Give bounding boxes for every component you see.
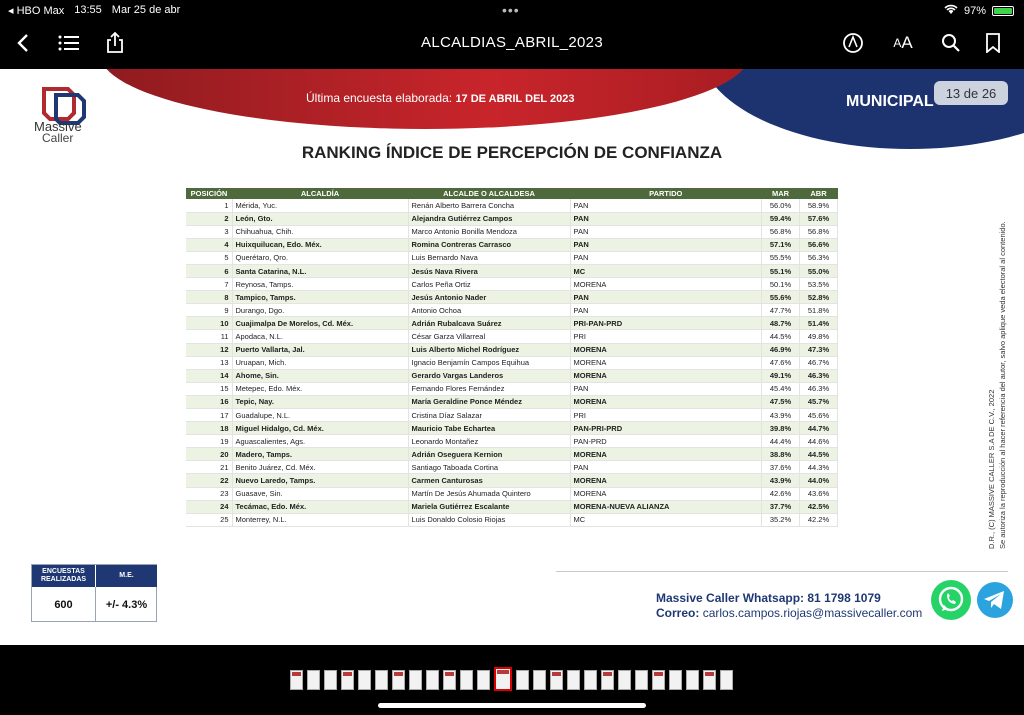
table-row: [186, 343, 838, 356]
cell-abr: 44.0%: [800, 474, 838, 487]
cell-partido: MORENA: [570, 356, 762, 369]
cell-mar: 55.1%: [762, 264, 800, 277]
table-row: [186, 435, 838, 448]
cell-abr: 44.7%: [800, 422, 838, 435]
reader-toolbar: [0, 22, 1024, 64]
cell-mar: 57.1%: [762, 238, 800, 251]
cell-position: 1: [186, 199, 232, 212]
document-page: [0, 69, 1024, 645]
me-value: +/- 4.3%: [95, 587, 157, 622]
table-row: [186, 461, 838, 474]
survey-info-box: [31, 564, 157, 622]
cell-partido: MORENA-NUEVA ALIANZA: [570, 500, 762, 513]
table-header-row: [186, 188, 838, 199]
multitask-dots-icon[interactable]: •••: [502, 2, 520, 18]
table-row: [186, 409, 838, 422]
cell-position: 17: [186, 409, 232, 422]
cell-position: 10: [186, 317, 232, 330]
cell-mar: 44.5%: [762, 330, 800, 343]
cell-abr: 46.7%: [800, 356, 838, 369]
table-row: [186, 356, 838, 369]
cell-partido: PAN: [570, 199, 762, 212]
cell-position: 3: [186, 225, 232, 238]
cell-position: 20: [186, 448, 232, 461]
cell-mar: 35.2%: [762, 513, 800, 526]
cell-mar: 49.1%: [762, 369, 800, 382]
cell-abr: 47.3%: [800, 343, 838, 356]
cell-alcaldia: Tampico, Tamps.: [232, 291, 408, 304]
cell-alcaldia: Guadalupe, N.L.: [232, 409, 408, 422]
cell-alcaldia: Mérida, Yuc.: [232, 199, 408, 212]
page-thumbnail[interactable]: [358, 670, 371, 690]
cell-alcaldia: Madero, Tamps.: [232, 448, 408, 461]
cell-partido: MORENA: [570, 487, 762, 500]
table-row: [186, 422, 838, 435]
cell-mar: 50.1%: [762, 278, 800, 291]
battery-icon: [992, 6, 1014, 16]
page-thumbnail[interactable]: [567, 670, 580, 690]
cell-mar: 47.5%: [762, 395, 800, 408]
cell-position: 9: [186, 304, 232, 317]
cell-mar: 59.4%: [762, 212, 800, 225]
page-thumbnail[interactable]: [635, 670, 648, 690]
cell-alcalde: Carmen Canturosas: [408, 474, 570, 487]
cell-mar: 37.7%: [762, 500, 800, 513]
cell-alcaldia: Ahome, Sin.: [232, 369, 408, 382]
page-thumbnail[interactable]: [601, 670, 614, 690]
cell-partido: MORENA: [570, 343, 762, 356]
page-thumbnail[interactable]: [494, 667, 512, 691]
cell-position: 16: [186, 395, 232, 408]
cell-alcaldia: Santa Catarina, N.L.: [232, 264, 408, 277]
cell-alcalde: Ignacio Benjamín Campos Equihua: [408, 356, 570, 369]
header-mar: MAR: [762, 188, 800, 199]
logo-text-caller: Caller: [42, 131, 74, 145]
page-thumbnail[interactable]: [584, 670, 597, 690]
wifi-icon: [944, 4, 958, 18]
table-row: [186, 500, 838, 513]
table-row: [186, 278, 838, 291]
cell-mar: 55.5%: [762, 251, 800, 264]
page-thumbnail[interactable]: [324, 670, 337, 690]
cell-partido: PRI: [570, 409, 762, 422]
bookmark-icon[interactable]: [980, 30, 1006, 56]
cell-alcaldia: Nuevo Laredo, Tamps.: [232, 474, 408, 487]
cell-alcaldia: Monterrey, N.L.: [232, 513, 408, 526]
cell-abr: 49.8%: [800, 330, 838, 343]
table-row: [186, 291, 838, 304]
status-time: 13:55: [74, 4, 102, 16]
whatsapp-icon[interactable]: [930, 579, 972, 621]
table-row: [186, 238, 838, 251]
table-row: [186, 474, 838, 487]
cell-alcalde: Adrián Rubalcava Suárez: [408, 317, 570, 330]
page-thumbnail[interactable]: [652, 670, 665, 690]
cell-abr: 44.5%: [800, 448, 838, 461]
cell-partido: PAN: [570, 461, 762, 474]
table-row: [186, 225, 838, 238]
cell-abr: 42.2%: [800, 513, 838, 526]
cell-abr: 45.6%: [800, 409, 838, 422]
text-size-icon[interactable]: A A: [893, 33, 913, 52]
cell-abr: 43.6%: [800, 487, 838, 500]
cell-partido: PAN: [570, 238, 762, 251]
markup-pen-icon[interactable]: [840, 30, 866, 56]
ranking-title: RANKING ÍNDICE DE PERCEPCIÓN DE CONFIANZA: [301, 143, 723, 162]
cell-position: 7: [186, 278, 232, 291]
cell-alcalde: Antonio Ochoa: [408, 304, 570, 317]
logo-text-massive: Massive: [34, 119, 82, 134]
search-icon[interactable]: [938, 30, 964, 56]
cell-alcalde: Cristina Díaz Salazar: [408, 409, 570, 422]
cell-alcalde: Carlos Peña Ortiz: [408, 278, 570, 291]
cell-alcaldia: Tepic, Nay.: [232, 395, 408, 408]
cell-mar: 39.8%: [762, 422, 800, 435]
cell-mar: 43.9%: [762, 474, 800, 487]
cell-abr: 51.4%: [800, 317, 838, 330]
cell-abr: 53.5%: [800, 278, 838, 291]
back-to-app[interactable]: ◂ HBO Max: [8, 5, 65, 17]
page-thumbnail[interactable]: [533, 670, 546, 690]
cell-abr: 46.3%: [800, 382, 838, 395]
cell-alcalde: Alejandra Gutiérrez Campos: [408, 212, 570, 225]
cell-position: 23: [186, 487, 232, 500]
page-thumbnail[interactable]: [703, 670, 716, 690]
page-thumbnail[interactable]: [290, 670, 303, 690]
battery-label: 97%: [963, 5, 986, 17]
cell-alcalde: Luis Alberto Michel Rodríguez: [408, 343, 570, 356]
cell-alcalde: Luis Bernardo Nava: [408, 251, 570, 264]
cell-alcaldia: León, Gto.: [232, 212, 408, 225]
cell-alcalde: Luis Donaldo Colosio Riojas: [408, 513, 570, 526]
cell-partido: PRI: [570, 330, 762, 343]
cell-alcalde: César Garza Villarreal: [408, 330, 570, 343]
copyright-vertical-text: D.R., (C) MASSIVE CALLER S.A DE C.V., 2022 Se autoriza la reproducción al hacer referencia del autor, salvo aplique veda electoral al contenido.: [987, 221, 1007, 549]
cell-position: 4: [186, 238, 232, 251]
cell-position: 19: [186, 435, 232, 448]
cell-alcalde: Mariela Gutiérrez Escalante: [408, 500, 570, 513]
cell-mar: 47.6%: [762, 356, 800, 369]
cell-alcalde: Fernando Flores Fernández: [408, 382, 570, 395]
header-abr: ABR: [800, 188, 838, 199]
cell-alcaldia: Cuajimalpa De Morelos, Cd. Méx.: [232, 317, 408, 330]
cell-position: 21: [186, 461, 232, 474]
ranking-table: [186, 188, 838, 527]
table-row: [186, 251, 838, 264]
table-row: [186, 369, 838, 382]
cell-alcaldia: Aguascalientes, Ags.: [232, 435, 408, 448]
page-thumbnail[interactable]: [392, 670, 405, 690]
page-thumbnail[interactable]: [477, 670, 490, 690]
home-indicator[interactable]: [378, 703, 646, 708]
cell-alcaldia: Apodaca, N.L.: [232, 330, 408, 343]
cell-position: 12: [186, 343, 232, 356]
page-thumbnail[interactable]: [550, 670, 563, 690]
status-date: Mar 25 de abr: [111, 4, 181, 16]
cell-position: 13: [186, 356, 232, 369]
page-thumbnail[interactable]: [686, 670, 699, 690]
cell-mar: 43.9%: [762, 409, 800, 422]
last-survey-text: Última encuesta elaborada: 17 DE ABRIL DEL 2023: [306, 91, 575, 105]
table-row: [186, 513, 838, 526]
cell-partido: MORENA: [570, 395, 762, 408]
cell-position: 8: [186, 291, 232, 304]
cell-alcalde: Mauricio Tabe Echartea: [408, 422, 570, 435]
cell-partido: MORENA: [570, 369, 762, 382]
cell-alcaldia: Puerto Vallarta, Jal.: [232, 343, 408, 356]
cell-partido: MORENA: [570, 278, 762, 291]
page-thumbnail[interactable]: [516, 670, 529, 690]
cell-alcalde: Marco Antonio Bonilla Mendoza: [408, 225, 570, 238]
cell-mar: 46.9%: [762, 343, 800, 356]
cell-abr: 52.8%: [800, 291, 838, 304]
cell-alcalde: Jesús Antonio Nader: [408, 291, 570, 304]
cell-mar: 38.8%: [762, 448, 800, 461]
whatsapp-contact: Massive Caller Whatsapp: 81 1798 1079: [656, 591, 881, 605]
cell-abr: 57.6%: [800, 212, 838, 225]
cell-alcaldia: Durango, Dgo.: [232, 304, 408, 317]
cell-alcalde: Leonardo Montañez: [408, 435, 570, 448]
cell-alcaldia: Uruapan, Mich.: [232, 356, 408, 369]
cell-alcaldia: Metepec, Edo. Méx.: [232, 382, 408, 395]
cell-partido: PAN: [570, 225, 762, 238]
cell-mar: 45.4%: [762, 382, 800, 395]
cell-partido: MC: [570, 513, 762, 526]
table-row: [186, 317, 838, 330]
header-alcalde: ALCALDE O ALCALDESA: [408, 188, 570, 199]
cell-position: 25: [186, 513, 232, 526]
table-row: [186, 487, 838, 500]
table-row: [186, 304, 838, 317]
cell-alcalde: María Geraldine Ponce Méndez: [408, 395, 570, 408]
cell-position: 5: [186, 251, 232, 264]
table-row: [186, 330, 838, 343]
header-alcaldia: ALCALDÍA: [232, 188, 408, 199]
cell-partido: PAN: [570, 382, 762, 395]
cell-partido: PRI-PAN-PRD: [570, 317, 762, 330]
cell-partido: MORENA: [570, 448, 762, 461]
cell-abr: 42.5%: [800, 500, 838, 513]
cell-position: 15: [186, 382, 232, 395]
page-thumbnail[interactable]: [307, 670, 320, 690]
page-thumbnail[interactable]: [409, 670, 422, 690]
page-thumbnail[interactable]: [720, 670, 733, 690]
cell-abr: 56.8%: [800, 225, 838, 238]
cell-alcaldia: Huixquilucan, Edo. Méx.: [232, 238, 408, 251]
encuestas-value: 600: [54, 598, 73, 611]
cell-alcalde: Romina Contreras Carrasco: [408, 238, 570, 251]
table-row: [186, 264, 838, 277]
cell-abr: 45.7%: [800, 395, 838, 408]
cell-alcaldia: Chihuahua, Chih.: [232, 225, 408, 238]
cell-abr: 46.3%: [800, 369, 838, 382]
cell-mar: 42.6%: [762, 487, 800, 500]
cell-partido: MORENA: [570, 474, 762, 487]
header-partido: PARTIDO: [570, 188, 762, 199]
cell-mar: 48.7%: [762, 317, 800, 330]
page-thumbnail[interactable]: [426, 670, 439, 690]
page-thumbnail[interactable]: [341, 670, 354, 690]
cell-position: 22: [186, 474, 232, 487]
cell-position: 11: [186, 330, 232, 343]
page-thumbnail-strip[interactable]: [290, 670, 733, 692]
cell-alcaldia: Guasave, Sin.: [232, 487, 408, 500]
document-title: ALCALDIAS_ABRIL_2023: [421, 34, 603, 51]
page-thumbnail[interactable]: [669, 670, 682, 690]
cell-alcaldia: Benito Juárez, Cd. Méx.: [232, 461, 408, 474]
cell-alcalde: Renán Alberto Barrera Concha: [408, 199, 570, 212]
page-thumbnail[interactable]: [375, 670, 388, 690]
page-thumbnail[interactable]: [443, 670, 456, 690]
email-contact: Correo: carlos.campos.riojas@massivecaller.com: [656, 606, 923, 620]
encuestas-label: ENCUESTAS REALIZADAS: [32, 565, 95, 587]
cell-alcalde: Jesús Nava Rivera: [408, 264, 570, 277]
cell-alcaldia: Querétaro, Qro.: [232, 251, 408, 264]
header-posicion: POSICIÓN: [186, 188, 232, 199]
me-label: M.E.: [95, 565, 157, 587]
cell-abr: 44.6%: [800, 435, 838, 448]
cell-mar: 56.0%: [762, 199, 800, 212]
cell-partido: PAN: [570, 304, 762, 317]
page-thumbnail[interactable]: [460, 670, 473, 690]
cell-abr: 55.0%: [800, 264, 838, 277]
table-row: [186, 448, 838, 461]
cell-alcalde: Gerardo Vargas Landeros: [408, 369, 570, 382]
cell-position: 2: [186, 212, 232, 225]
cell-mar: 56.8%: [762, 225, 800, 238]
cell-partido: PAN-PRI-PRD: [570, 422, 762, 435]
cell-alcalde: Santiago Taboada Cortina: [408, 461, 570, 474]
cell-abr: 56.3%: [800, 251, 838, 264]
cell-abr: 51.8%: [800, 304, 838, 317]
table-row: [186, 212, 838, 225]
footer-divider: [556, 571, 1008, 572]
cell-mar: 55.6%: [762, 291, 800, 304]
cell-partido: PAN: [570, 251, 762, 264]
cell-abr: 58.9%: [800, 199, 838, 212]
cell-alcaldia: Tecámac, Edo. Méx.: [232, 500, 408, 513]
telegram-icon[interactable]: [976, 581, 1014, 619]
cell-position: 6: [186, 264, 232, 277]
table-row: [186, 382, 838, 395]
municipal-label: MUNICIPAL: [846, 93, 934, 110]
cell-position: 14: [186, 369, 232, 382]
cell-alcaldia: Reynosa, Tamps.: [232, 278, 408, 291]
cell-mar: 37.6%: [762, 461, 800, 474]
cell-abr: 44.3%: [800, 461, 838, 474]
table-row: [186, 395, 838, 408]
cell-abr: 56.6%: [800, 238, 838, 251]
page-thumbnail[interactable]: [618, 670, 631, 690]
cell-alcaldia: Miguel Hidalgo, Cd. Méx.: [232, 422, 408, 435]
cell-alcalde: Martín De Jesús Ahumada Quintero: [408, 487, 570, 500]
cell-alcalde: Adrián Oseguera Kernion: [408, 448, 570, 461]
cell-partido: PAN: [570, 212, 762, 225]
cell-position: 24: [186, 500, 232, 513]
cell-mar: 47.7%: [762, 304, 800, 317]
cell-partido: MC: [570, 264, 762, 277]
status-bar: [0, 0, 1024, 22]
cell-position: 18: [186, 422, 232, 435]
cell-partido: PAN: [570, 291, 762, 304]
table-row: [186, 199, 838, 212]
cell-mar: 44.4%: [762, 435, 800, 448]
page-counter: 13 de 26: [934, 81, 1008, 105]
cell-partido: PAN-PRD: [570, 435, 762, 448]
